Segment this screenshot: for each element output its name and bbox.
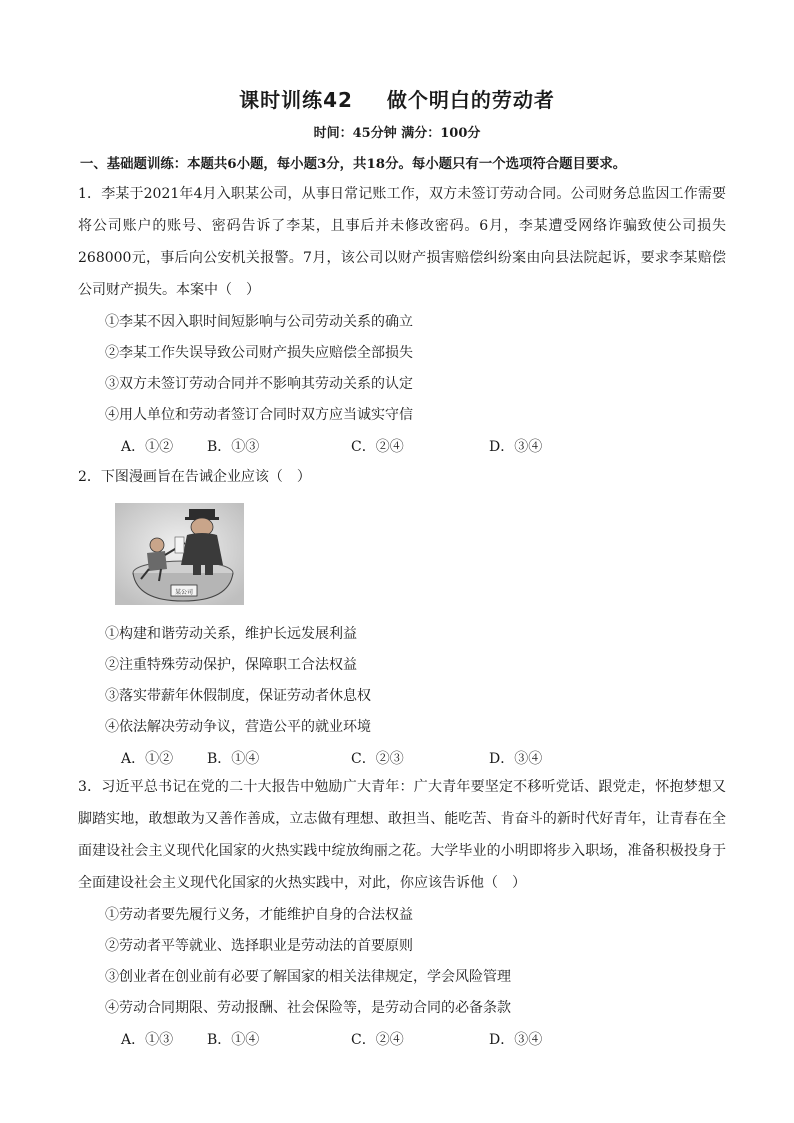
question-1-option-3: ③双方未签订劳动合同并不影响其劳动关系的认定 xyxy=(105,376,413,392)
choice-d: D．③④ xyxy=(489,751,543,767)
page-title xyxy=(0,84,794,113)
question-3-stem: 3．习近平总书记在党的二十大报告中勉励广大青年：广大青年要坚定不移听党话、跟党走，怀抱梦想又脚踏实地，敢想敢为又善作善成，立志做有理想、敢担当、能吃苦、肯奋斗的新时代好青年，让青春在全面建设社会主义现代化国家的火热实践中绽放绚丽之花。大学毕业的小明即将步入职场，准备积极投身于全面建设社会主义现代化国家的火热实践中，对此，你应该告诉他（ ） xyxy=(78,779,726,891)
question-2-option-1: ①构建和谐劳动关系，维护长远发展利益 xyxy=(105,626,357,642)
section-heading: 一、基础题训练：本题共6小题，每小题3分，共18分。每小题只有一个选项符合题目要求。 xyxy=(80,156,627,172)
choice-a: A．①② xyxy=(121,751,174,767)
title-prefix: 课时训练42 xyxy=(239,88,353,112)
choice-a: A．①③ xyxy=(121,1032,174,1048)
choice-d: D．③④ xyxy=(489,439,543,455)
choice-d: D．③④ xyxy=(489,1032,543,1048)
question-3-option-2: ②劳动者平等就业、选择职业是劳动法的首要原则 xyxy=(105,938,413,954)
question-2-choices xyxy=(121,748,541,768)
question-3-option-4: ④劳动合同期限、劳动报酬、社会保险等，是劳动合同的必备条款 xyxy=(105,1000,511,1016)
choice-a: A．①② xyxy=(121,439,174,455)
question-3-option-3: ③创业者在创业前有必要了解国家的相关法律规定，学会风险管理 xyxy=(105,969,511,985)
choice-c: C．②④ xyxy=(351,1032,404,1048)
question-1-choices xyxy=(121,436,541,456)
question-2-option-4: ④依法解决劳动争议，营造公平的就业环境 xyxy=(105,719,371,735)
title-main: 做个明白的劳动者 xyxy=(386,88,555,112)
question-1-stem: 1．李某于2021年4月入职某公司，从事日常记账工作，双方未签订劳动合同。公司财务总监因工作需要将公司账户的账号、密码告诉了李某，且事后并未修改密码。6月，李某遭受网络诈骗致使公司损失268000元，事后向公安机关报警。7月，该公司以财产损害赔偿纠纷案由向县法院起诉，要求李某赔偿公司财产损失。本案中（ ） xyxy=(78,186,726,298)
question-1-option-4: ④用人单位和劳动者签订合同时双方应当诚实守信 xyxy=(105,407,413,423)
question-2-option-3: ③落实带薪年休假制度，保证劳动者休息权 xyxy=(105,688,371,704)
question-3-option-1: ①劳动者要先履行义务，才能维护自身的合法权益 xyxy=(105,907,413,923)
question-2-option-2: ②注重特殊劳动保护，保障职工合法权益 xyxy=(105,657,357,673)
question-3-choices xyxy=(121,1029,541,1049)
choice-b: B．①④ xyxy=(207,1032,260,1048)
question-2-stem: 2．下图漫画旨在告诫企业应该（ ） xyxy=(78,469,311,485)
choice-c: C．②③ xyxy=(351,751,404,767)
page-subtitle: 时间：45分钟 满分：100分 xyxy=(313,126,481,141)
choice-b: B．①③ xyxy=(207,439,260,455)
cartoon-company-label: 某公司 xyxy=(175,589,194,596)
choice-b: B．①④ xyxy=(207,751,260,767)
cartoon-image xyxy=(115,503,244,605)
question-1-option-1: ①李某不因入职时间短影响与公司劳动关系的确立 xyxy=(105,314,413,330)
question-1-option-2: ②李某工作失误导致公司财产损失应赔偿全部损失 xyxy=(105,345,413,361)
choice-c: C．②④ xyxy=(351,439,404,455)
